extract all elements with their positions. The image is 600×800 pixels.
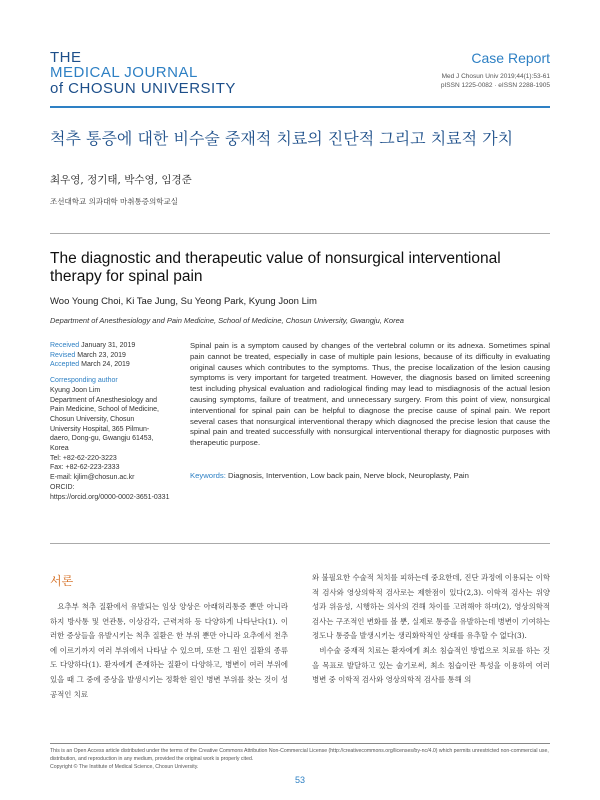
english-authors: Woo Young Choi, Ki Tae Jung, Su Yeong Park, Kyung Joon Lim (50, 296, 317, 307)
body-paragraph: 와 불필요한 수술적 처치를 피하는데 중요한데, 진단 과정에 이용되는 이학적 검사와 영상의학적 검사로는 제한점이 있다(2,3). 이학적 검사는 위양성과 위음성, 시행하는 의사의 견해 차이를 고려해야 하며(2), 영상의학적 검사는 구조적인 변화를 볼 뿐, 실제로 통증을 유발하는데 병변이 기여하는 정도나 통증을 발생시키는 생리화학적인 상태를 유추할 수 없다(3). (312, 573, 550, 641)
english-affiliation: Department of Anesthesiology and Pain Medicine, School of Medicine, Chosun University, Gwangju, Korea (50, 316, 404, 325)
korean-authors: 최우영, 정기태, 박수영, 임경준 (50, 174, 192, 186)
korean-title: 척추 통증에 대한 비수술 중재적 치료의 진단적 그리고 치료적 가치 (50, 129, 514, 148)
abstract: Spinal pain is a symptom caused by changes of the vertebral column or its adnexa. Sometimes spinal pain cannot be treated, especially in case of multiple pain lesions, because of its difficulty in evaluating original causes which contributes to the symptoms. Thus, the precise localization of the lesion causing symptoms is very important for targeted treatment. However, the diagnosis based on limited screening test including physical evaluation and radiological finding may lead to misdiagnosis of the actual lesion causing symptoms, failure of treatment, and unnecessary surgery. From this point of view, nonsurgical interventional for spinal pain can be helpful to diagnose the precise cause of spinal pain. We report several cases that nonsurgical interventional therapy which diagnosed the precise lesion that cause the spinal pain and treated successfully with nonsurgical interventional therapy for diagnostic purposes with therapeutic purpose. (190, 341, 550, 448)
journal-name-line1: THE (50, 49, 82, 66)
keywords-label: Keywords: (190, 471, 226, 480)
correspondence-line: University Hospital, 365 Pilmun- (50, 425, 150, 433)
correspondence-line: Pain Medicine, School of Medicine, (50, 406, 159, 414)
section-heading-introduction: 서론 (50, 574, 74, 588)
correspondence-line: Korea (50, 445, 69, 453)
article-info-sidebar (50, 341, 175, 502)
correspondence-line: Fax: +82-62-223-2333 (50, 464, 120, 472)
english-title: The diagnostic and therapeutic value of nonsurgical interventional therapy for spinal pain (50, 250, 501, 285)
body-paragraph: 비수술 중재적 치료는 환자에게 최소 침습적인 방법으로 치료를 하는 것을 목표로 발달하고 있는 술기로써, 최소 침습이란 특성을 이용하여 여러 병변 중 이학적 검사와 영상의학적 검사를 통해 의 (312, 645, 550, 685)
corresponding-author-heading: Corresponding author (50, 377, 118, 385)
body-paragraph: 요추부 척추 질환에서 유발되는 임상 양상은 아래허리통증 뿐만 아니라 하지 방사통 및 연관통, 이상감각, 근력저하 등 다양하게 나타난다(1). 이러한 증상들을 유발시키는 척추 질환은 한 부위 뿐만 아니라 요추에서 천추에 이르기까지 여러 부위에서 나타날 수 있으며, 또한 그 원인 질환의 종류도 다양하다(1). 환자에게 존재하는 질환이 다양하고, 병변이 여러 부위에 있을 때 그 중에 증상을 발생시키는 정확한 원인 병변 부위를 찾는 것이 성공적인 치료 (50, 602, 288, 699)
copyright-note: Copyright © The Institute of Medical Science, Chosun University. (50, 764, 199, 770)
body-column-right (312, 571, 550, 688)
correspondence-line: Chosun University, Chosun (50, 415, 135, 423)
correspondence-line: Department of Anesthesiology and (50, 396, 158, 404)
article-type: Case Report (471, 50, 550, 66)
footer-divider (50, 743, 550, 744)
received-date: Received January 31, 2019 (50, 342, 136, 349)
orcid-link[interactable]: https://orcid.org/0000-0002-3651-0331 (50, 493, 170, 501)
journal-name-line2: MEDICAL JOURNAL (50, 64, 198, 81)
citation: Med J Chosun Univ 2019;44(1):53-61 (441, 73, 550, 80)
section-divider (50, 233, 550, 234)
correspondence-line: Tel: +82-62-220-3223 (50, 454, 117, 462)
license-note: This is an Open Access article distributed under the terms of the Creative Commons Attribution Non-Commercial License (http://creativecommons.org/licenses/by-nc/4.0) which permits unrestricted non-commercial use, distribution, and reproduction in any medium, provided the original work is properly cited. (50, 748, 549, 762)
body-column-left (50, 600, 288, 702)
page-number: 53 (294, 775, 305, 785)
journal-name-line3: of CHOSUN UNIVERSITY (50, 80, 236, 97)
header-divider (50, 106, 550, 108)
body-divider (50, 543, 550, 544)
article-meta (441, 50, 550, 90)
revised-date: Revised March 23, 2019 (50, 351, 126, 359)
accepted-date: Accepted March 24, 2019 (50, 361, 130, 369)
correspondence-line: E-mail: kjlim@chosun.ac.kr (50, 474, 135, 482)
keywords-text: Diagnosis, Intervention, Low back pain, Nerve block, Neuroplasty, Pain (228, 471, 469, 480)
issn: pISSN 1225-0082 · eISSN 2288-1905 (440, 82, 550, 89)
keywords (190, 471, 550, 480)
correspondence-line: daero, Dong-gu, Gwangju 61453, (50, 435, 154, 443)
correspondence-line: ORCID: (50, 483, 75, 491)
correspondence-line: Kyung Joon Lim (50, 386, 101, 394)
korean-affiliation: 조선대학교 의과대학 마취통증의학교실 (50, 197, 178, 206)
footer-notes (50, 747, 550, 771)
journal-logo (50, 50, 236, 97)
